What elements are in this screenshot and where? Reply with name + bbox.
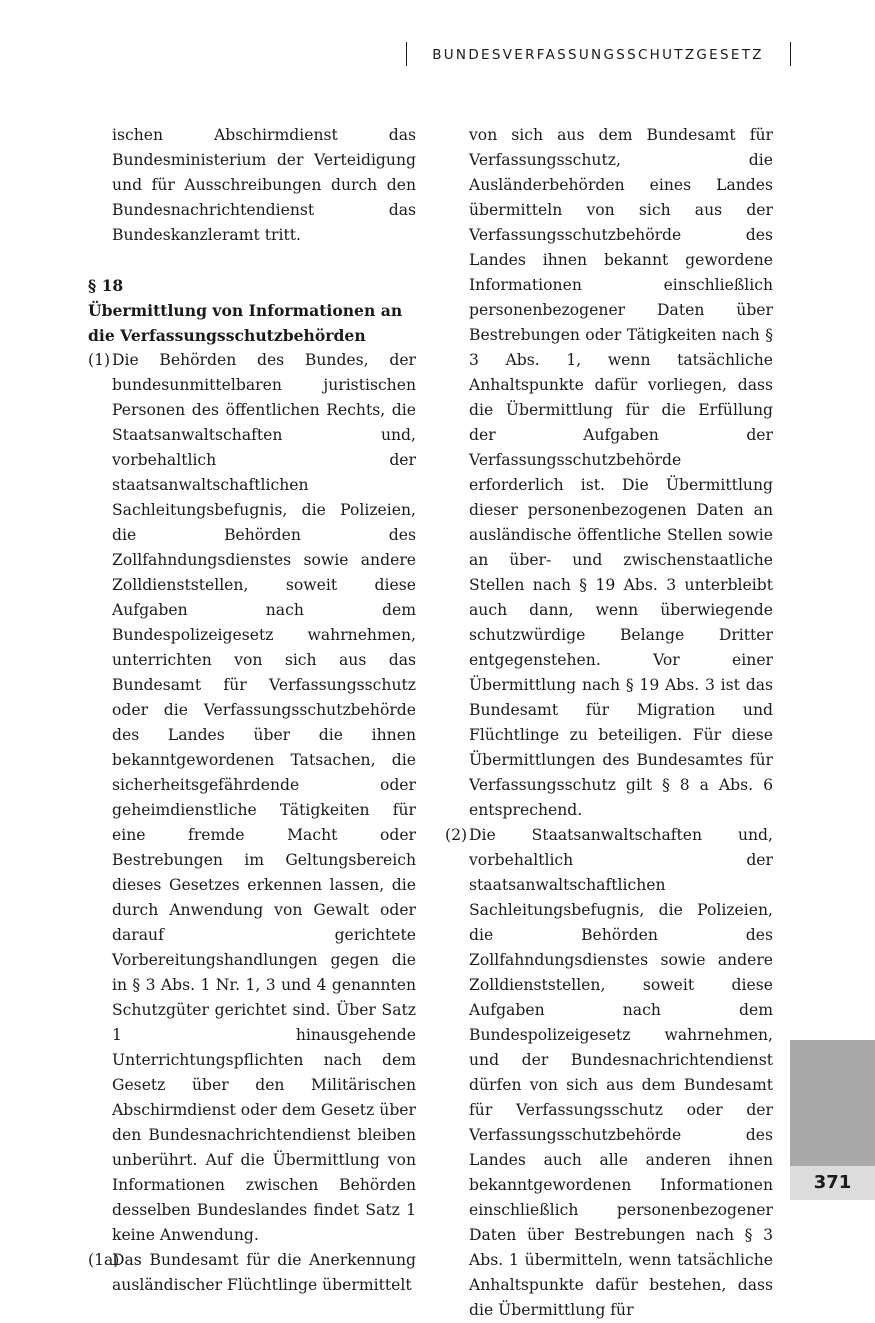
header-right-rule: [790, 42, 791, 66]
paragraph-2-text: Die Staatsanwaltschaften und, vorbehaltlich der staatsanwaltschaftlichen Sachleitungsbefugnis, die Polizeien, die Behörden des Zollfahndungsdienstes sowie andere Zolldienststellen, soweit diese Aufgaben nach dem Bundespolizeigesetz wahrnehmen, und der Bundesnachrichtendienst dürfen von sich aus dem Bundesamt für Verfassungsschutz oder der Verfassungsschutzbehörde des Landes auch alle anderen ihnen bekanntgewordenen Informationen einschließlich personenbezogener Daten über Bestrebungen nach § 3 Abs. 1 übermitteln, wenn tatsächliche Anhaltspunkte dafür bestehen, dass die Übermittlung für: [469, 826, 773, 1319]
continued-paragraph: ischen Abschirmdienst das Bundesministerium der Verteidigung und für Ausschreibungen durch den Bundesnachrichtendienst das Bundeskanzleramt tritt.: [112, 126, 416, 244]
paragraph-1a-continued: von sich aus dem Bundesamt für Verfassungsschutz, die Ausländerbehörden eines Landes übermitteln von sich aus der Verfassungsschutzbehörde des Landes ihnen bekannt gewordene Informationen einschließlich personenbezogener Daten über Bestrebungen oder Tätigkeiten nach § 3 Abs. 1, wenn tatsächliche Anhaltspunkte dafür vorliegen, dass die Übermittlung für die Erfüllung der Aufgaben der Verfassungsschutzbehörde erforderlich ist. Die Übermittlung dieser personenbezogenen Daten an ausländische öffentliche Stellen sowie an über- und zwischenstaatliche Stellen nach § 19 Abs. 3 unterbleibt auch dann, wenn überwiegende schutzwürdige Belange Dritter entgegenstehen. Vor einer Übermittlung nach § 19 Abs. 3 ist das Bundesamt für Migration und Flüchtlinge zu beteiligen. Für diese Übermittlungen des Bundesamtes für Verfassungsschutz gilt § 8 a Abs. 6 entsprechend.: [469, 126, 773, 819]
paragraph-1a-number: (1a): [88, 1251, 120, 1269]
paragraph-2-number: (2): [445, 826, 468, 844]
header-left-rule: [406, 42, 407, 66]
right-column: [445, 123, 773, 1323]
paragraph-1: [88, 348, 416, 1248]
paragraph-2: [445, 823, 773, 1323]
paragraph-1a-text: Das Bundesamt für die Anerkennung ausländischer Flüchtlinge übermittelt: [112, 1251, 416, 1294]
section-heading: [88, 273, 416, 348]
left-column: [88, 123, 416, 1298]
paragraph-1-number: (1): [88, 351, 111, 369]
section-number: § 18: [88, 276, 124, 295]
paragraph-1a: [88, 1248, 416, 1298]
running-header-title: BUNDESVERFASSUNGSSCHUTZGESETZ: [432, 47, 764, 63]
chapter-side-tab: [790, 1040, 875, 1166]
section-title: Übermittlung von Informationen an die Verfassungsschutzbehörden: [88, 301, 403, 345]
page-number: 371: [790, 1166, 875, 1200]
paragraph-1-text: Die Behörden des Bundes, der bundesunmittelbaren juristischen Personen des öffentlichen Rechts, die Staatsanwaltschaften und, vorbehaltlich der staatsanwaltschaftlichen Sachleitungsbefugnis, die Polizeien, die Behörden des Zollfahndungsdienstes sowie andere Zolldienststellen, soweit diese Aufgaben nach dem Bundespolizeigesetz wahrnehmen, unterrichten von sich aus das Bundesamt für Verfassungsschutz oder die Verfassungsschutzbehörde des Landes über die ihnen bekanntgewordenen Tatsachen, die sicherheitsgefährdende oder geheimdienstliche Tätigkeiten für eine fremde Macht oder Bestrebungen im Geltungsbereich dieses Gesetzes erkennen lassen, die durch Anwendung von Gewalt oder darauf gerichtete Vorbereitungshandlungen gegen die in § 3 Abs. 1 Nr. 1, 3 und 4 genannten Schutzgüter gerichtet sind. Über Satz 1 hinausgehende Unterrichtungspflichten nach dem Gesetz über den Militärischen Abschirmdienst oder dem Gesetz über den Bundesnachrichtendienst bleiben unberührt. Auf die Übermittlung von Informationen zwischen Behörden desselben Bundeslandes findet Satz 1 keine Anwendung.: [112, 351, 416, 1244]
